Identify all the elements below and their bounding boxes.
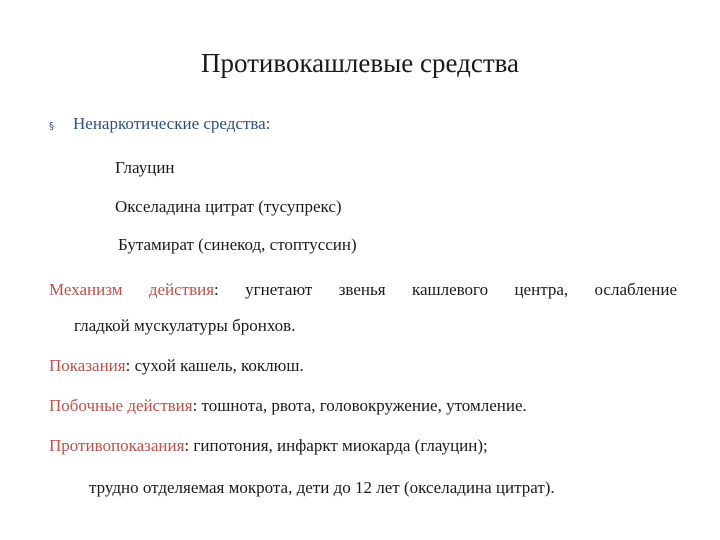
contraindications-label: Противопоказания — [49, 436, 185, 455]
slide-title: Противокашлевые средства — [200, 48, 520, 78]
drug-item: Окселадина цитрат (тусупрекс) — [115, 197, 342, 216]
contraindications-continuation: трудно отделяемая мокрота, дети до 12 лет (окселадина цитрат). — [89, 478, 555, 497]
side-effects-line — [49, 396, 527, 416]
drug-item: Глауцин — [115, 158, 175, 177]
mechanism-label: Механизм действия — [49, 280, 215, 299]
mechanism-text: : угнетают звенья кашлевого центра, ослабление — [214, 280, 677, 299]
drug-item: Бутамират (синекод, стоптуссин) — [118, 235, 357, 254]
mechanism-line — [49, 280, 677, 300]
side-effects-text: : тошнота, рвота, головокружение, утомление. — [192, 396, 527, 415]
mechanism-continuation: гладкой мускулатуры бронхов. — [74, 316, 296, 335]
indications-label: Показания — [49, 356, 126, 375]
section-heading: Ненаркотические средства: — [73, 114, 271, 133]
contraindications-text: : гипотония, инфаркт миокарда (глауцин); — [184, 436, 488, 455]
contraindications-line — [49, 436, 488, 456]
indications-line — [49, 356, 304, 376]
bullet-icon: § — [49, 121, 54, 132]
indications-text: : сухой кашель, коклюш. — [125, 356, 304, 375]
side-effects-label: Побочные действия — [49, 396, 193, 415]
